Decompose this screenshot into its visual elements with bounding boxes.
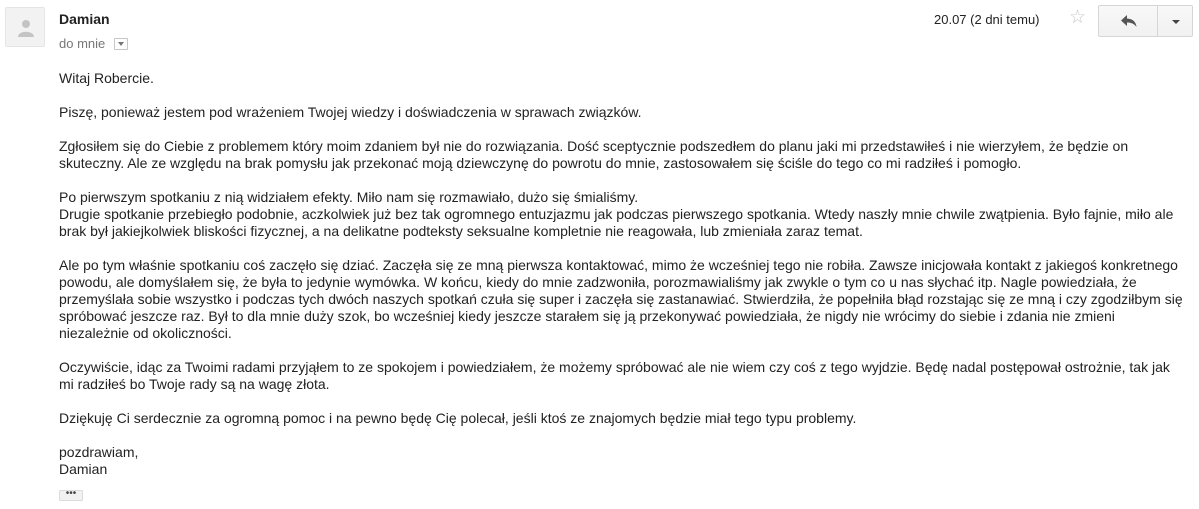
star-icon[interactable]: ☆ (1069, 7, 1087, 28)
body-paragraph: Ale po tym właśnie spotkaniu coś zaczęło się dziać. Zaczęła się ze mną pierwsza kontaktować, mimo że wcześniej tego nie robiła. Zawsze inicjowała kontakt z jakiegoś konkretnego powodu, ale domyślałem się, że była to jedynie wymówka. W końcu, kiedy do mnie zadzwoniła, porozmawialiśmy jak zwykle o tym co u nas słychać itp. Nagle powiedziała, że przemyślała sobie wszystko i podczas tych dwóch naszych spotkań czuła się super i zaczęła się zastanawiać. Stwierdziła, że popełniła błąd rozstając się ze mną i czy zgodziłbym się spróbować jeszcze raz. Był to dla mnie duży szok, bo wcześniej kiedy jeszcze starałem się ją przekonywać powiedziała, że nigdy nie wrócimy do siebie i zdania nie zmieni niezależnie od okoliczności. (59, 257, 1183, 341)
body-paragraph: Zgłosiłem się do Ciebie z problemem który moim zdaniem był nie do rozwiązania. Dość sceptycznie podszedłem do planu jaki mi przedstawiłeś i nie wierzyłem, że będzie on skuteczny. Ale ze względu na brak pomysłu jak przekonać moją dziewczynę do powrotu do mnie, zastosowałem się ściśle do tego co mi radziłeś i pomogło. (59, 138, 1129, 171)
body-line: Po pierwszym spotkaniu z nią widziałem efekty. Miło nam się rozmawiało, dużo się śmialiśmy. (59, 189, 639, 205)
more-options-button[interactable] (1157, 5, 1193, 37)
body-line: Drugie spotkanie przebiegło podobnie, aczkolwiek już bez tak ogromnego entuzjazmu jak podczas pierwszego spotkania. Wtedy naszły mnie chwile zwątpienia. Było fajnie, miło ale brak był jakiejkolwiek bliskości fizycznej, a na delikatne podteksty seksualne kompletnie nie reagowała, lub zmieniała zaraz temat. (59, 206, 1174, 239)
closing-line: pozdrawiam, (59, 444, 139, 460)
person-icon (18, 19, 34, 37)
body-paragraph: Piszę, ponieważ jestem pod wrażeniem Twojej wiedzy i doświadczenia w sprawach związków. (59, 104, 642, 120)
show-trimmed-content-button[interactable]: ••• (59, 490, 83, 501)
recipient-line (59, 36, 128, 51)
recipient-label: do mnie (59, 36, 106, 51)
signature-name: Damian (59, 461, 108, 477)
reply-icon (1121, 15, 1137, 28)
avatar[interactable] (5, 7, 45, 47)
reply-button[interactable] (1098, 5, 1158, 37)
message-date[interactable]: 20.07 (2 dni temu) (934, 12, 1040, 27)
body-paragraph (59, 189, 1184, 240)
body-paragraph: Oczywiście, idąc za Twoimi radami przyjąłem to ze spokojem i powiedziałem, że możemy spróbować ale nie wiem czy coś z tego wyjdzie. Będę nadal postępował ostrożnie, tak jak mi radziłeś bo Twoje rady są na wagę złota. (59, 359, 1170, 392)
greeting: Witaj Robercie. (59, 70, 154, 86)
signature-block (59, 444, 1184, 478)
message-body (59, 70, 1184, 478)
sender-name[interactable]: Damian (59, 11, 110, 27)
body-paragraph: Dziękuję Ci serdecznie za ogromną pomoc i na pewno będę Cię polecał, jeśli ktoś ze znajomych będzie miał tego typu problemy. (59, 410, 857, 426)
show-details-dropdown-icon[interactable] (114, 38, 128, 50)
